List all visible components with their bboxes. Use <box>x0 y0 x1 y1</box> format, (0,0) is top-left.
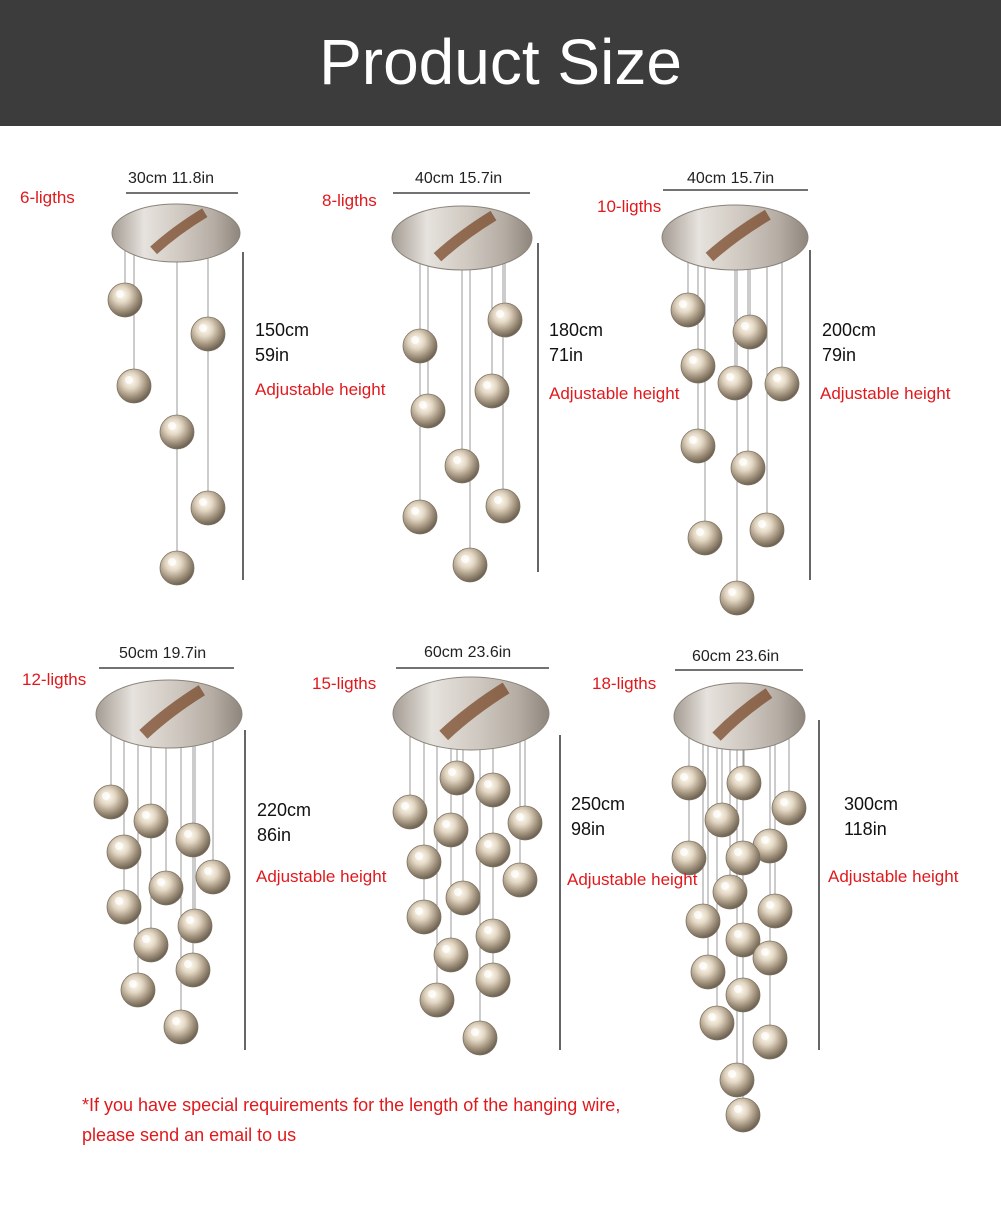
globe-highlight <box>721 882 729 890</box>
crystal-globe <box>178 909 212 943</box>
width-label-10-lights: 40cm 15.7in <box>687 170 775 187</box>
crystal-globe <box>446 881 480 915</box>
globe-highlight <box>713 810 721 818</box>
product-label-10-lights: 10-ligths <box>597 197 662 216</box>
adjustable-height-15-lights: Adjustable height <box>567 870 698 889</box>
globe-highlight <box>728 1070 736 1078</box>
width-label-18-lights: 60cm 23.6in <box>692 648 780 665</box>
crystal-globe <box>434 813 468 847</box>
crystal-globe <box>160 551 194 585</box>
globe-highlight <box>484 780 492 788</box>
crystal-globe <box>476 919 510 953</box>
globe-highlight <box>419 401 427 409</box>
crystal-globe <box>718 366 752 400</box>
globe-highlight <box>442 820 450 828</box>
crystal-globe <box>475 374 509 408</box>
height-in-6-lights: 59in <box>255 345 290 365</box>
globe-highlight <box>761 1032 769 1040</box>
crystal-globe <box>107 835 141 869</box>
crystal-globe <box>772 791 806 825</box>
crystal-globe <box>403 329 437 363</box>
crystal-globe <box>476 963 510 997</box>
crystal-globe <box>720 581 754 615</box>
globe-highlight <box>484 970 492 978</box>
crystal-globe <box>411 394 445 428</box>
crystal-globe <box>503 863 537 897</box>
height-cm-10-lights: 200cm <box>822 320 877 340</box>
product-label-18-lights: 18-ligths <box>592 674 657 693</box>
crystal-globe <box>681 429 715 463</box>
product-label-12-lights: 12-ligths <box>22 670 87 689</box>
crystal-globe <box>508 806 542 840</box>
globe-highlight <box>761 836 769 844</box>
globe-highlight <box>694 911 702 919</box>
crystal-globe <box>488 303 522 337</box>
crystal-globe <box>463 1021 497 1055</box>
height-cm-18-lights: 300cm <box>844 794 899 814</box>
globe-highlight <box>696 528 704 536</box>
globe-highlight <box>728 588 736 596</box>
crystal-globe <box>476 773 510 807</box>
adjustable-height-8-lights: Adjustable height <box>549 384 680 403</box>
globe-highlight <box>516 813 524 821</box>
globe-highlight <box>726 373 734 381</box>
globe-highlight <box>734 1105 742 1113</box>
crystal-globe <box>726 1098 760 1132</box>
globe-highlight <box>708 1013 716 1021</box>
crystal-globe <box>753 941 787 975</box>
crystal-globe <box>765 367 799 401</box>
globe-highlight <box>511 870 519 878</box>
globe-highlight <box>129 980 137 988</box>
globe-highlight <box>172 1017 180 1025</box>
crystal-globe <box>486 489 520 523</box>
width-label-8-lights: 40cm 15.7in <box>415 170 503 187</box>
crystal-globe <box>191 317 225 351</box>
crystal-globe <box>671 293 705 327</box>
adjustable-height-12-lights: Adjustable height <box>256 867 387 886</box>
crystal-globe <box>758 894 792 928</box>
globe-highlight <box>168 558 176 566</box>
height-in-8-lights: 71in <box>549 345 584 365</box>
crystal-globe <box>121 973 155 1007</box>
crystal-globe <box>727 766 761 800</box>
globe-highlight <box>204 867 212 875</box>
globe-highlight <box>483 381 491 389</box>
crystal-globe <box>720 1063 754 1097</box>
globe-highlight <box>401 802 409 810</box>
crystal-globe <box>691 955 725 989</box>
crystal-globe <box>705 803 739 837</box>
globe-highlight <box>411 336 419 344</box>
globe-highlight <box>680 848 688 856</box>
crystal-globe <box>686 904 720 938</box>
globe-highlight <box>689 436 697 444</box>
globe-highlight <box>428 990 436 998</box>
crystal-globe <box>407 900 441 934</box>
crystal-globe <box>160 415 194 449</box>
globe-highlight <box>454 888 462 896</box>
adjustable-height-10-lights: Adjustable height <box>820 384 951 403</box>
crystal-globe <box>440 761 474 795</box>
crystal-globe <box>134 804 168 838</box>
crystal-globe <box>681 349 715 383</box>
globe-highlight <box>734 930 742 938</box>
crystal-globe <box>476 833 510 867</box>
globe-highlight <box>116 290 124 298</box>
globe-highlight <box>739 458 747 466</box>
globe-highlight <box>496 310 504 318</box>
crystal-globe <box>713 875 747 909</box>
globe-highlight <box>689 356 697 364</box>
globe-highlight <box>741 322 749 330</box>
globe-highlight <box>168 422 176 430</box>
globe-highlight <box>115 842 123 850</box>
height-cm-8-lights: 180cm <box>549 320 604 340</box>
crystal-globe <box>107 890 141 924</box>
crystal-globe <box>176 953 210 987</box>
crystal-globe <box>393 795 427 829</box>
globe-highlight <box>142 935 150 943</box>
globe-highlight <box>761 948 769 956</box>
globe-highlight <box>699 962 707 970</box>
adjustable-height-18-lights: Adjustable height <box>828 867 959 886</box>
globe-highlight <box>735 773 743 781</box>
globe-highlight <box>157 878 165 886</box>
globe-highlight <box>442 945 450 953</box>
globe-highlight <box>679 300 687 308</box>
globe-highlight <box>102 792 110 800</box>
crystal-globe <box>420 983 454 1017</box>
product-label-15-lights: 15-ligths <box>312 674 377 693</box>
crystal-globe <box>134 928 168 962</box>
globe-highlight <box>680 773 688 781</box>
globe-highlight <box>494 496 502 504</box>
crystal-globe <box>108 283 142 317</box>
crystal-globe <box>700 1006 734 1040</box>
globe-highlight <box>471 1028 479 1036</box>
globe-highlight <box>461 555 469 563</box>
crystal-globe <box>672 766 706 800</box>
height-in-15-lights: 98in <box>571 819 606 839</box>
globe-highlight <box>199 498 207 506</box>
crystal-globe <box>434 938 468 972</box>
height-cm-15-lights: 250cm <box>571 794 626 814</box>
crystal-globe <box>94 785 128 819</box>
crystal-globe <box>733 315 767 349</box>
crystal-globe <box>445 449 479 483</box>
globe-highlight <box>125 376 133 384</box>
globe-highlight <box>453 456 461 464</box>
globe-highlight <box>484 926 492 934</box>
crystal-globe <box>726 978 760 1012</box>
globe-highlight <box>142 811 150 819</box>
globe-highlight <box>199 324 207 332</box>
crystal-globe <box>196 860 230 894</box>
globe-highlight <box>448 768 456 776</box>
crystal-globe <box>403 500 437 534</box>
crystal-globe <box>176 823 210 857</box>
crystal-globe <box>726 841 760 875</box>
globe-highlight <box>184 960 192 968</box>
globe-highlight <box>186 916 194 924</box>
globe-highlight <box>780 798 788 806</box>
globe-highlight <box>184 830 192 838</box>
globe-highlight <box>484 840 492 848</box>
width-label-6-lights: 30cm 11.8in <box>128 170 214 187</box>
crystal-globe <box>731 451 765 485</box>
globe-highlight <box>411 507 419 515</box>
adjustable-height-6-lights: Adjustable height <box>255 380 386 399</box>
height-in-10-lights: 79in <box>822 345 857 365</box>
globe-highlight <box>115 897 123 905</box>
height-in-12-lights: 86in <box>257 825 292 845</box>
crystal-globe <box>753 1025 787 1059</box>
globe-highlight <box>758 520 766 528</box>
globe-highlight <box>766 901 774 909</box>
crystal-globe <box>149 871 183 905</box>
width-label-12-lights: 50cm 19.7in <box>119 645 207 662</box>
height-in-18-lights: 118in <box>844 819 887 839</box>
product-label-8-lights: 8-ligths <box>322 191 377 210</box>
globe-highlight <box>415 907 423 915</box>
width-label-15-lights: 60cm 23.6in <box>424 644 512 661</box>
wire-length-note-line-2: please send an email to us <box>82 1125 297 1145</box>
height-cm-6-lights: 150cm <box>255 320 310 340</box>
globe-highlight <box>415 852 423 860</box>
page-title: Product Size <box>319 26 682 98</box>
crystal-globe <box>750 513 784 547</box>
crystal-globe <box>191 491 225 525</box>
crystal-globe <box>407 845 441 879</box>
crystal-globe <box>688 521 722 555</box>
crystal-globe <box>117 369 151 403</box>
product-label-6-lights: 6-ligths <box>20 188 75 207</box>
globe-highlight <box>734 848 742 856</box>
wire-length-note-line-1: *If you have special requirements for the length of the hanging wire, <box>82 1095 621 1115</box>
globe-highlight <box>734 985 742 993</box>
crystal-globe <box>164 1010 198 1044</box>
globe-highlight <box>773 374 781 382</box>
height-cm-12-lights: 220cm <box>257 800 312 820</box>
crystal-globe <box>453 548 487 582</box>
